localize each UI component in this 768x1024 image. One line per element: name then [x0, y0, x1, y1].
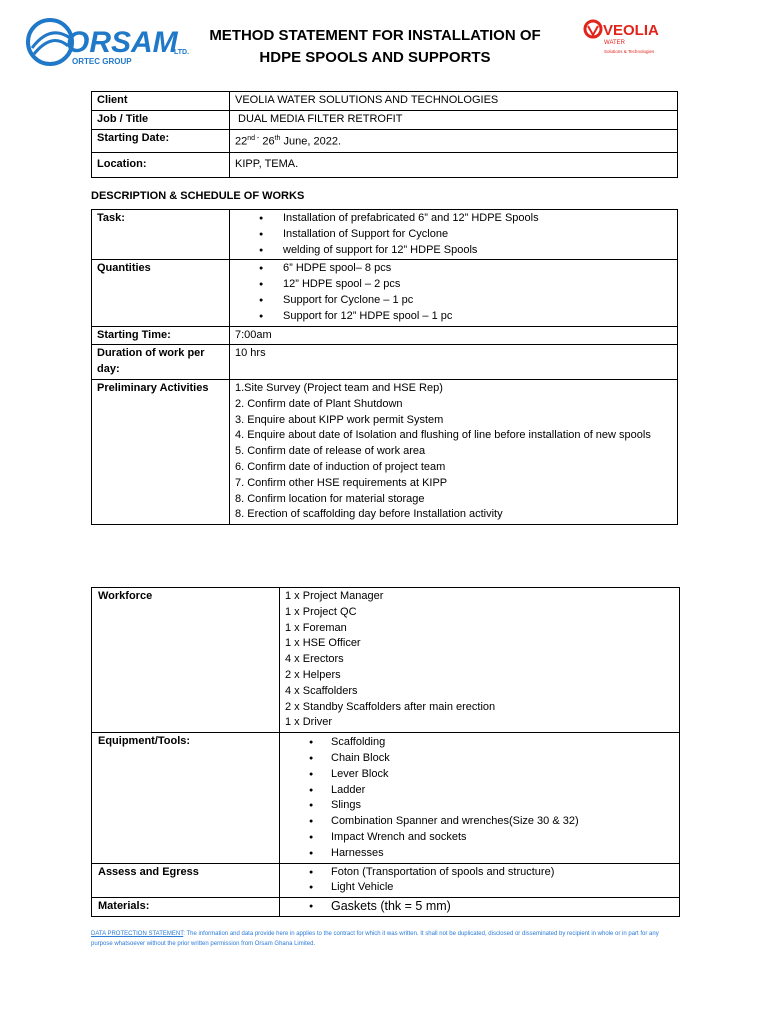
list-item: ● 12” HDPE spool – 2 pcs: [283, 277, 672, 293]
resources-table: [91, 587, 680, 917]
data-protection-label: DATA PROTECTION STATEMENT: [91, 931, 184, 937]
list-item: ● Foton (Transportation of spools and structure): [331, 865, 674, 881]
task-list: [235, 211, 672, 258]
list-item: 8. Erection of scaffolding day before Installation activity: [235, 508, 503, 521]
starting-time-value: 7:00am: [230, 326, 678, 345]
list-item: 1.Site Survey (Project team and HSE Rep): [235, 381, 443, 394]
table-row: [92, 326, 678, 345]
starting-time-label: Starting Time:: [92, 326, 230, 345]
table-row: [92, 733, 680, 863]
list-item: ● Support for 12” HDPE spool – 1 pc: [283, 309, 672, 325]
access-egress-label: Assess and Egress: [92, 863, 280, 898]
starting-date-value: $22^{nd -}$ 26th June, 2022.: [230, 130, 678, 153]
table-row: [92, 130, 678, 153]
list-item: 5. Confirm date of release of work area: [235, 445, 426, 458]
list-item: ● Slings: [331, 798, 674, 814]
list-item: 1 x Driver: [285, 716, 333, 729]
orsam-logo-sub: ORTEC GROUP: [72, 57, 132, 66]
starting-date-label: Starting Date:: [92, 130, 230, 153]
project-info-table: [91, 91, 678, 178]
list-item: 6. Confirm date of induction of project team: [235, 460, 446, 473]
client-value: VEOLIA WATER SOLUTIONS AND TECHNOLOGIES: [230, 92, 678, 111]
list-item: 2 x Standby Scaffolders after main erection: [285, 700, 496, 713]
list-item: ● Ladder: [331, 783, 674, 799]
duration-value: 10 hrs: [230, 345, 678, 380]
quantities-list: [235, 261, 672, 324]
table-row: [92, 111, 678, 130]
orsam-logo: [24, 14, 194, 70]
data-protection-text: : The information and data provide here in applies to the contract for which it was written. It shall not be duplicated, disclosed or disseminated by recipient in whole or in part for any purpose whatsoever without the prior written permission from Orsam Ghana Limited.: [91, 931, 659, 947]
list-item: 1 x Project Manager: [285, 590, 384, 602]
task-cell: [230, 210, 678, 260]
equipment-tools-cell: [280, 733, 680, 863]
materials-label: Materials:: [92, 898, 280, 917]
veolia-logo: [582, 18, 692, 62]
list-item: ● Impact Wrench and sockets: [331, 830, 674, 846]
document-title: [190, 25, 560, 69]
list-item: 4. Enquire about date of Isolation and flushing of line before installation of new spools: [235, 429, 651, 442]
veolia-logo-text: VEOLIA: [603, 22, 659, 39]
job-title-label: Job / Title: [92, 111, 230, 130]
materials-cell: [280, 898, 680, 917]
task-label: Task:: [92, 210, 230, 260]
location-label: Location:: [92, 153, 230, 178]
access-egress-cell: [280, 863, 680, 898]
schedule-table: [91, 209, 678, 525]
list-item: 4 x Erectors: [285, 653, 344, 666]
quantities-label: Quantities: [92, 260, 230, 326]
equipment-list: [285, 735, 674, 861]
list-item: 1 x Foreman: [285, 621, 347, 634]
orsam-logo-suffix: LTD.: [174, 49, 190, 56]
job-title-value: DUAL MEDIA FILTER RETROFIT: [230, 111, 678, 130]
list-item: ● 6” HDPE spool– 8 pcs: [283, 261, 672, 277]
list-item: 4 x Scaffolders: [285, 684, 358, 697]
list-item: 3. Enquire about KIPP work permit System: [235, 413, 444, 426]
quantities-cell: [230, 260, 678, 326]
list-item: ● Light Vehicle: [331, 880, 674, 896]
section-title-works: DESCRIPTION & SCHEDULE OF WORKS: [91, 190, 305, 202]
list-item: 2. Confirm date of Plant Shutdown: [235, 397, 403, 410]
location-value: KIPP, TEMA.: [230, 153, 678, 178]
title-line-2: HDPE SPOOLS AND SUPPORTS: [259, 49, 491, 66]
list-item: ● Scaffolding: [331, 735, 674, 751]
list-item: ● welding of support for 12” HDPE Spools: [283, 243, 672, 259]
table-row: [92, 210, 678, 260]
data-protection-statement: [91, 929, 681, 949]
list-item: ● Chain Block: [331, 751, 674, 767]
table-row: [92, 379, 678, 524]
client-label: Client: [92, 92, 230, 111]
list-item: ● Combination Spanner and wrenches(Size 30 & 32): [331, 814, 674, 830]
list-item: ● Gaskets (thk = 5 mm): [331, 899, 674, 915]
list-item: 2 x Helpers: [285, 668, 341, 681]
access-list: [285, 865, 674, 897]
preliminary-activities-cell: [230, 379, 678, 524]
list-item: ● Lever Block: [331, 767, 674, 783]
list-item: ● Installation of prefabricated 6” and 12” HDPE Spools: [283, 211, 672, 227]
materials-list: [285, 899, 674, 915]
page-header: [0, 0, 768, 90]
title-line-1: METHOD STATEMENT FOR INSTALLATION OF: [209, 27, 541, 44]
workforce-cell: [280, 588, 680, 733]
table-row: [92, 92, 678, 111]
table-row: [92, 260, 678, 326]
duration-label: Duration of work per day:: [92, 345, 230, 380]
list-item: ● Installation of Support for Cyclone: [283, 227, 672, 243]
workforce-label: Workforce: [92, 588, 280, 733]
table-row: [92, 153, 678, 178]
list-item: 1 x Project QC: [285, 605, 357, 618]
table-row: [92, 588, 680, 733]
list-item: ● Support for Cyclone – 1 pc: [283, 293, 672, 309]
veolia-logo-sub2: Solutions & Technologies: [604, 49, 655, 54]
list-item: 8. Confirm location for material storage: [235, 492, 425, 505]
table-row: [92, 345, 678, 380]
orsam-logo-text: ORSAM: [66, 26, 178, 59]
table-row: [92, 898, 680, 917]
preliminary-activities-label: Preliminary Activities: [92, 379, 230, 524]
veolia-logo-sub1: WATER: [604, 40, 625, 46]
table-row: [92, 863, 680, 898]
list-item: ● Harnesses: [331, 846, 674, 862]
list-item: 1 x HSE Officer: [285, 637, 361, 650]
equipment-tools-label: Equipment/Tools:: [92, 733, 280, 863]
list-item: 7. Confirm other HSE requirements at KIPP: [235, 476, 448, 489]
